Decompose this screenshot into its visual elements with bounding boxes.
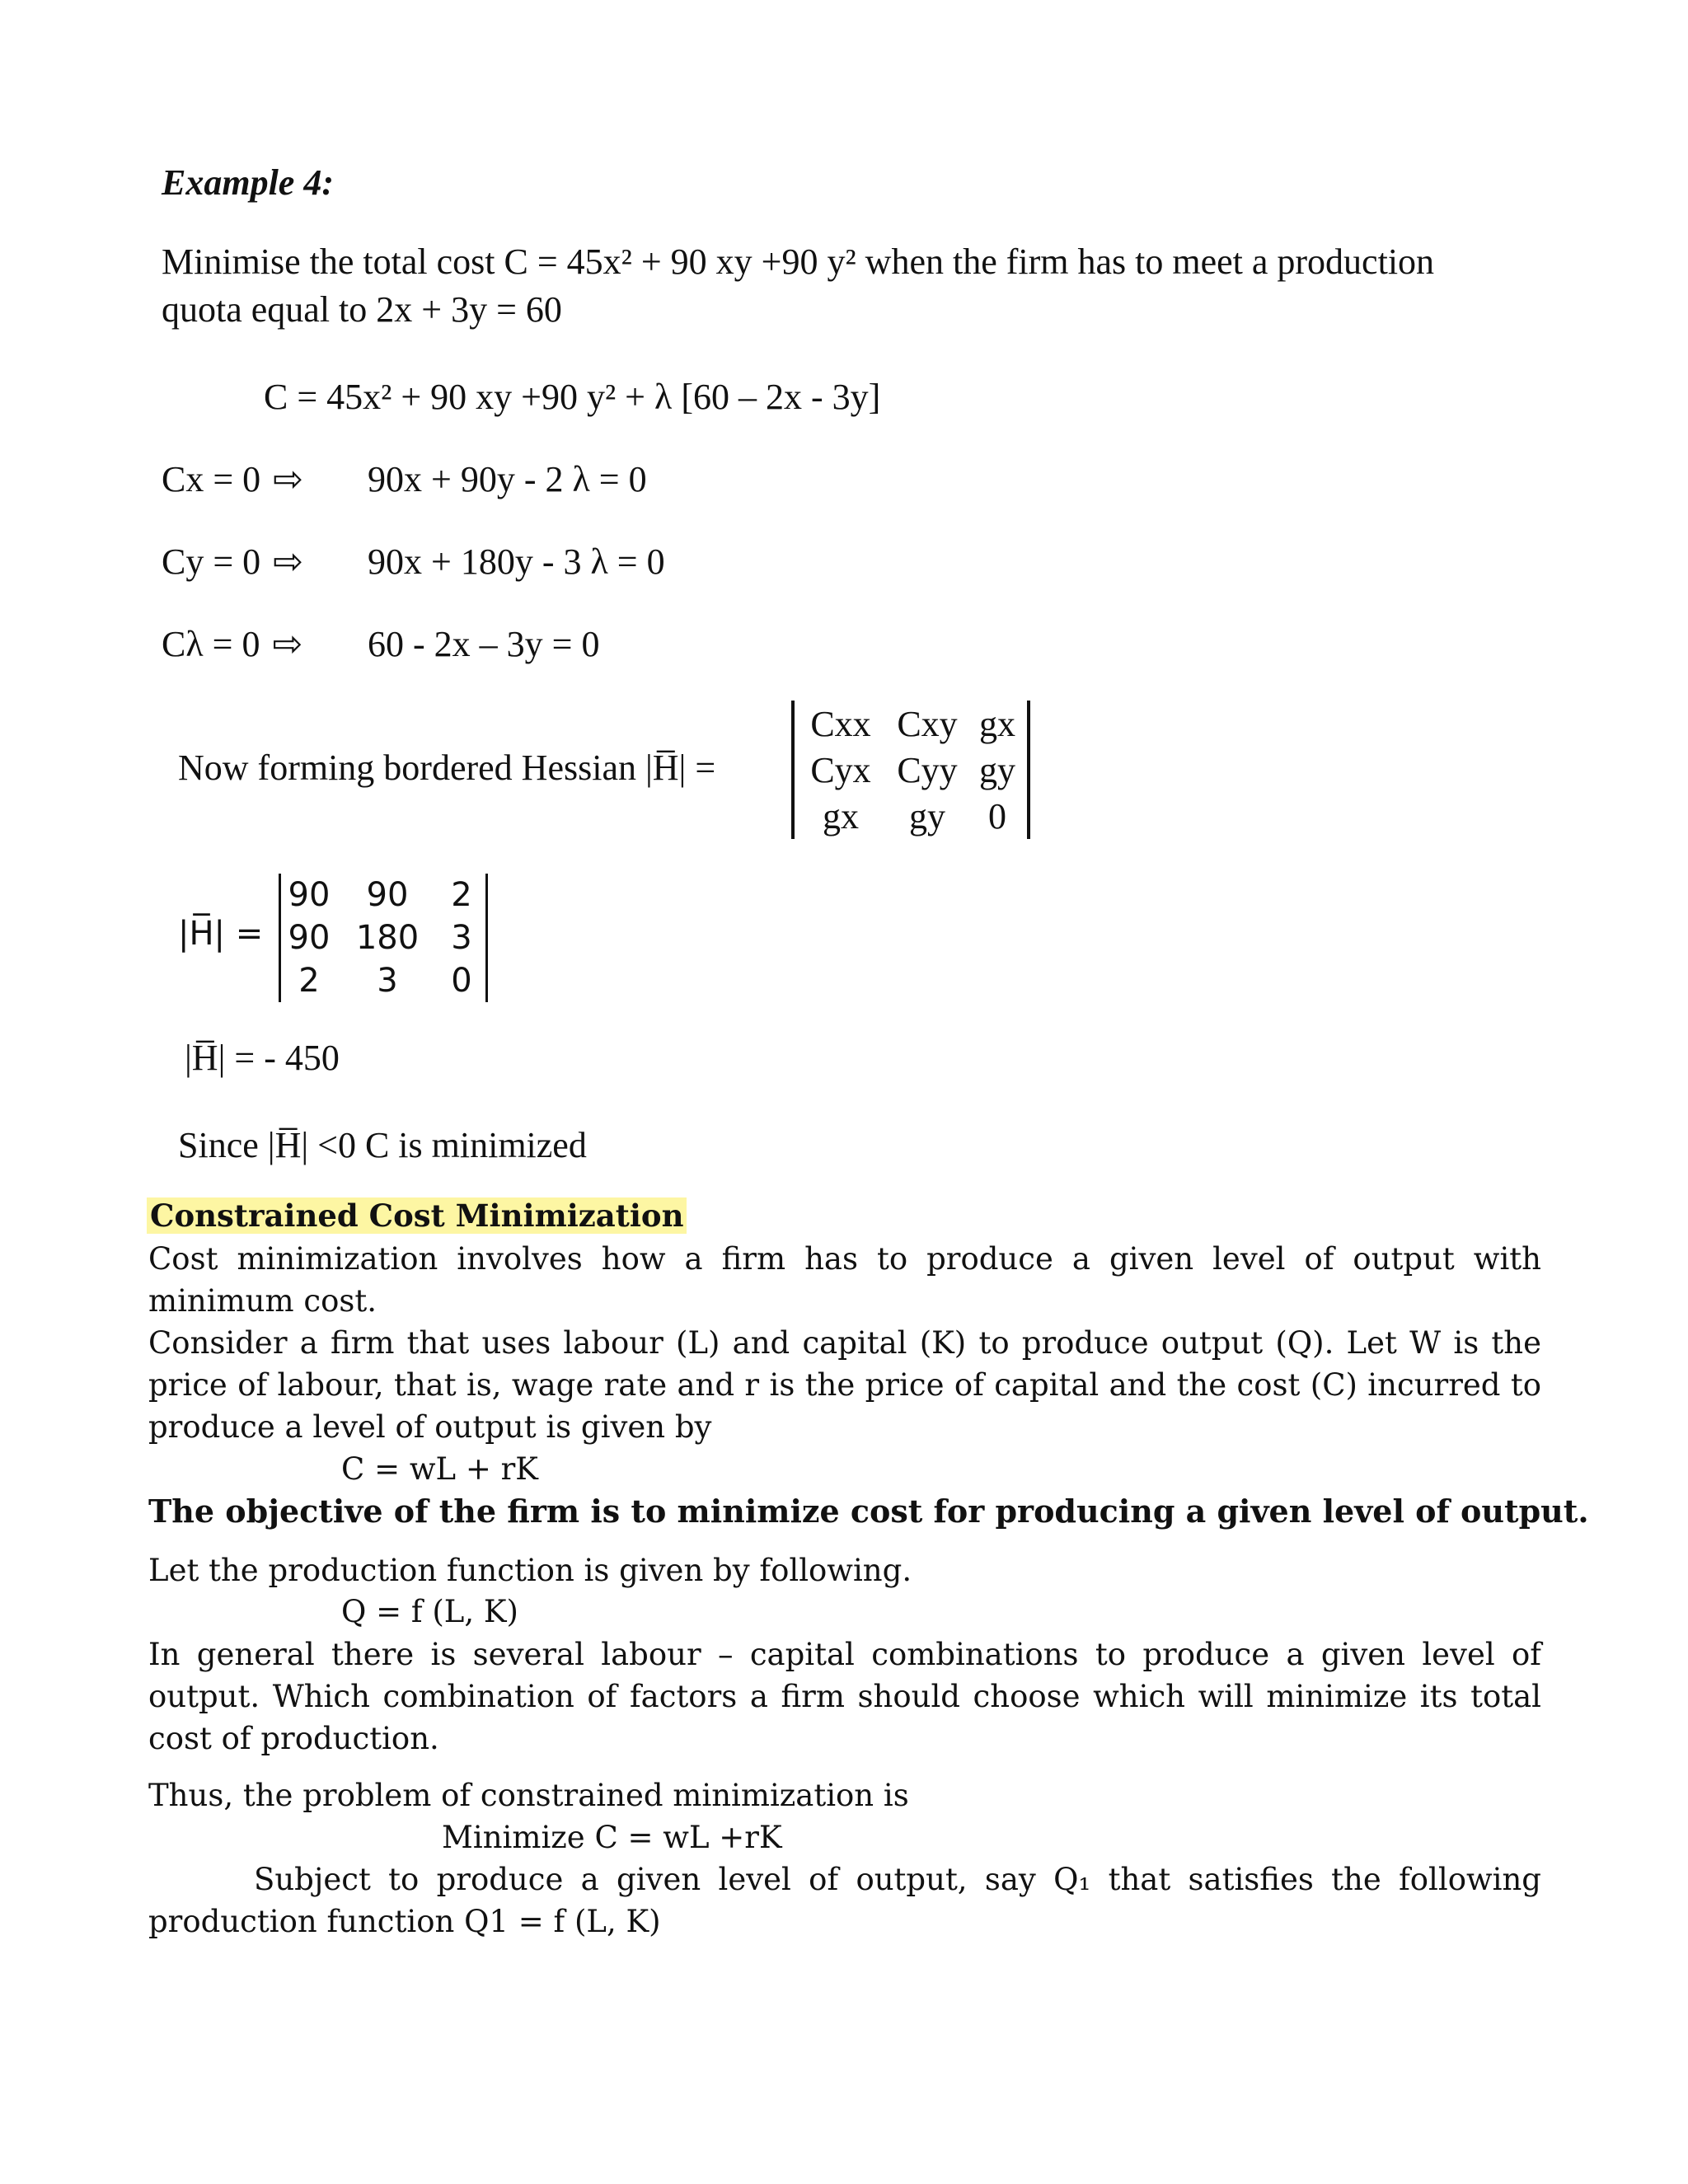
matrix-cell: 2 <box>298 962 320 1000</box>
matrix-cell: gy <box>909 795 945 837</box>
matrix-cell: 0 <box>451 962 472 1000</box>
matrix-row <box>284 959 482 1002</box>
paragraph-6: Subject to produce a given level of output, say Q₁ that satisfies the following production function Q1 = f (L, K) <box>148 1862 1541 1939</box>
matrix-cell: Cyx <box>810 749 871 790</box>
section-title <box>147 1195 687 1237</box>
condition-lhs: Cx = 0 <box>162 459 261 499</box>
hessian-numeric-matrix <box>279 874 488 1002</box>
hessian-result: |H̅| = - 450 <box>185 1038 340 1078</box>
matrix-row <box>799 793 1022 839</box>
matrix-cell: Cyy <box>897 749 958 790</box>
implies-arrow-icon: ⇨ <box>273 459 304 499</box>
matrix-cell: gy <box>979 749 1015 790</box>
section-title-highlight: Constrained Cost Minimization <box>147 1197 687 1234</box>
lagrangian-equation: C = 45x² + 90 xy +90 y² + λ [60 – 2x - 3y] <box>264 377 881 417</box>
hessian-conclusion: Since |H̅| <0 C is minimized <box>178 1125 587 1165</box>
matrix-row <box>284 874 482 916</box>
paragraph-5: Thus, the problem of constrained minimization is <box>148 1778 909 1813</box>
matrix-cell: 90 <box>366 876 409 914</box>
condition-clambda-rhs: 60 - 2x – 3y = 0 <box>368 624 600 664</box>
matrix-cell: gx <box>823 795 859 837</box>
problem-line-1: Minimise the total cost C = 45x² + 90 xy +90 y² when the firm has to meet a production <box>162 241 1435 282</box>
condition-clambda <box>162 623 302 665</box>
paragraph-3: Let the production function is given by following. <box>148 1553 912 1588</box>
condition-cx-rhs: 90x + 90y - 2 λ = 0 <box>368 459 647 499</box>
matrix-row <box>284 916 482 959</box>
matrix-cell: 3 <box>451 919 472 957</box>
matrix-cell: gx <box>979 703 1015 744</box>
objective-statement: The objective of the firm is to minimize cost for producing a given level of output. <box>148 1493 1589 1530</box>
equation-cost: C = wL + rK <box>341 1451 538 1487</box>
matrix-cell: 2 <box>451 876 472 914</box>
condition-cy <box>162 541 303 583</box>
problem-line-2: quota equal to 2x + 3y = 60 <box>162 289 562 330</box>
matrix-cell: 90 <box>288 876 331 914</box>
hessian-label: Now forming bordered Hessian |H̅| = <box>178 748 716 788</box>
matrix-cell: 180 <box>355 919 420 957</box>
equation-minimize: Minimize C = wL +rK <box>442 1820 782 1855</box>
implies-arrow-icon: ⇨ <box>273 541 304 582</box>
condition-cx <box>162 458 303 500</box>
matrix-row <box>799 747 1022 793</box>
matrix-cell: 3 <box>377 962 398 1000</box>
paragraph-4: In general there is several labour – capital combinations to produce a given level of output. Which combination of factors a firm should choose which will minimize its total cost of production. <box>148 1637 1541 1756</box>
matrix-row <box>799 701 1022 747</box>
matrix-cell: Cxx <box>810 703 871 744</box>
matrix-cell: 90 <box>288 919 331 957</box>
hessian-symbolic-matrix <box>791 701 1030 839</box>
condition-cy-rhs: 90x + 180y - 3 λ = 0 <box>368 541 665 582</box>
paragraph-1: Cost minimization involves how a firm has to produce a given level of output with minimum cost. <box>148 1241 1541 1319</box>
implies-arrow-icon: ⇨ <box>272 624 303 664</box>
condition-lhs: Cy = 0 <box>162 541 261 582</box>
example-heading: Example 4: <box>162 162 334 203</box>
matrix-cell: Cxy <box>897 703 958 744</box>
paragraph-2: Consider a firm that uses labour (L) and capital (K) to produce output (Q). Let W is the price of labour, that is, wage rate and r is the price of capital and the cost (C) incurred to produce a level of output is given by <box>148 1325 1541 1445</box>
condition-lhs: Cλ = 0 <box>162 624 260 664</box>
matrix-cell: 0 <box>988 795 1006 837</box>
equation-production: Q = f (L, K) <box>341 1594 518 1629</box>
hessian-numeric-label: |H̅| = <box>178 915 264 953</box>
